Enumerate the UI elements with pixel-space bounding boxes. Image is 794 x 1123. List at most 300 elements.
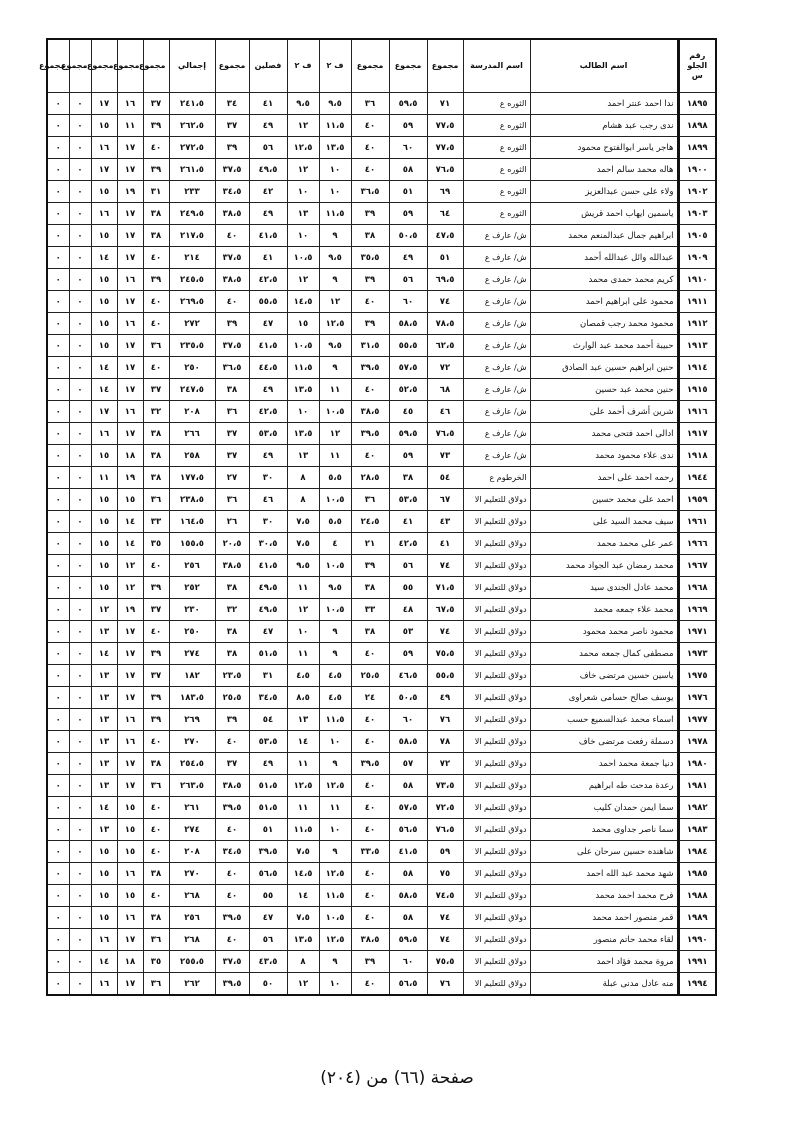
- score-cell: ٥٩،٥: [389, 93, 427, 115]
- score-cell: ٤٠: [351, 907, 389, 929]
- score-cell: ١٦: [91, 423, 117, 445]
- score-cell: ٣٩،٥: [249, 841, 287, 863]
- score-cell: ١٦: [117, 401, 143, 423]
- score-cell: ١٠،٥: [319, 907, 351, 929]
- score-cell: ١٠،٥: [287, 335, 319, 357]
- score-cell: ١٢،٥: [319, 929, 351, 951]
- score-cell: ٤٠: [143, 247, 169, 269]
- score-cell: ٣٩: [143, 643, 169, 665]
- score-cell: ٤٠: [351, 379, 389, 401]
- score-cell: ٠: [47, 775, 69, 797]
- score-cell: ٥٣: [389, 621, 427, 643]
- score-cell: ٣٩: [143, 687, 169, 709]
- school-name-cell: دولاق للتعليم الا: [463, 951, 530, 973]
- score-cell: ٤٠: [143, 555, 169, 577]
- student-name-cell: كريم محمد حمدى محمد: [530, 269, 678, 291]
- score-cell: ٠: [47, 885, 69, 907]
- score-cell: ٥،٥: [319, 511, 351, 533]
- score-cell: ٤١: [427, 533, 463, 555]
- score-cell: ١١،٥: [319, 203, 351, 225]
- score-cell: ٠: [69, 731, 91, 753]
- score-cell: ٠: [47, 511, 69, 533]
- score-cell: ١٠،٥: [319, 489, 351, 511]
- column-header: اسم المدرسة: [463, 39, 530, 93]
- seat-number-cell: ١٨٩٨: [678, 115, 716, 137]
- school-name-cell: الثوره ع: [463, 115, 530, 137]
- score-cell: ١٧: [117, 203, 143, 225]
- score-cell: ٣٩: [351, 951, 389, 973]
- score-cell: ٧٧،٥: [427, 137, 463, 159]
- score-cell: ٠: [69, 621, 91, 643]
- score-cell: ٣٦: [351, 489, 389, 511]
- score-cell: ٠: [69, 93, 91, 115]
- score-cell: ٠: [69, 357, 91, 379]
- score-cell: ٤٠: [351, 709, 389, 731]
- table-row: [47, 489, 716, 511]
- score-cell: ٤٠: [215, 291, 249, 313]
- score-cell: ٤٠: [143, 797, 169, 819]
- score-cell: ٢٦٣،٥: [169, 775, 215, 797]
- score-cell: ١٥: [91, 577, 117, 599]
- school-name-cell: دولاق للتعليم الا: [463, 841, 530, 863]
- score-cell: ٥٢،٥: [389, 379, 427, 401]
- score-cell: ٤٧،٥: [427, 225, 463, 247]
- table-row: [47, 181, 716, 203]
- table-row: [47, 577, 716, 599]
- score-cell: ٠: [47, 379, 69, 401]
- score-cell: ١٢: [287, 159, 319, 181]
- score-cell: ٩: [319, 753, 351, 775]
- score-cell: ١٦: [117, 709, 143, 731]
- score-cell: ١٣: [91, 709, 117, 731]
- score-cell: ١٨: [117, 951, 143, 973]
- score-cell: ٤٠: [143, 819, 169, 841]
- score-cell: ٠: [47, 929, 69, 951]
- score-cell: ٣٨: [351, 621, 389, 643]
- score-cell: ٥٩،٥: [389, 929, 427, 951]
- score-cell: ٣٧: [215, 423, 249, 445]
- score-cell: ٤٠: [143, 621, 169, 643]
- score-cell: ٥٧،٥: [389, 357, 427, 379]
- score-cell: ٨: [287, 489, 319, 511]
- score-cell: ٢٦٨: [169, 929, 215, 951]
- student-name-cell: اسماء محمد عبدالسميع حسب: [530, 709, 678, 731]
- score-cell: ٧٦،٥: [427, 423, 463, 445]
- score-cell: ٧٢: [427, 357, 463, 379]
- column-header: اسم الطالب: [530, 39, 678, 93]
- score-cell: ١١: [287, 577, 319, 599]
- score-cell: ٧،٥: [287, 907, 319, 929]
- score-cell: ٣٨: [143, 225, 169, 247]
- score-cell: ٤٩: [249, 115, 287, 137]
- score-cell: ١١: [319, 379, 351, 401]
- seat-number-cell: ١٩١٠: [678, 269, 716, 291]
- score-cell: ٤،٥: [319, 665, 351, 687]
- score-cell: ٥٠: [249, 973, 287, 996]
- score-cell: ٠: [69, 181, 91, 203]
- score-cell: ١٥: [91, 291, 117, 313]
- table-row: [47, 379, 716, 401]
- score-cell: ١١: [287, 643, 319, 665]
- score-cell: ٥٨: [389, 863, 427, 885]
- score-cell: ٥٩: [389, 115, 427, 137]
- score-cell: ٢٦١،٥: [169, 159, 215, 181]
- score-cell: ٢٤٧،٥: [169, 379, 215, 401]
- score-cell: ٠: [47, 159, 69, 181]
- table-row: [47, 731, 716, 753]
- school-name-cell: ش/ عارف ع: [463, 423, 530, 445]
- score-cell: ٤٩،٥: [249, 159, 287, 181]
- score-cell: ٢١٧،٥: [169, 225, 215, 247]
- score-cell: ١٥: [117, 841, 143, 863]
- score-cell: ٣٧: [143, 599, 169, 621]
- student-name-cell: ولاء على حسن عبدالعزيز: [530, 181, 678, 203]
- score-cell: ٥٥: [389, 577, 427, 599]
- school-name-cell: دولاق للتعليم الا: [463, 665, 530, 687]
- seat-number-cell: ١٩٧٣: [678, 643, 716, 665]
- seat-number-cell: ١٩٩٤: [678, 973, 716, 996]
- score-cell: ٩: [319, 621, 351, 643]
- student-name-cell: عبدالله وائل عبدالله أحمد: [530, 247, 678, 269]
- score-cell: ١٧: [117, 291, 143, 313]
- score-cell: ٤٠: [143, 313, 169, 335]
- table-row: [47, 511, 716, 533]
- score-cell: ٤٩: [249, 445, 287, 467]
- table-row: [47, 775, 716, 797]
- score-cell: ٤٠: [143, 357, 169, 379]
- score-cell: ٢٧: [215, 467, 249, 489]
- score-cell: ٣٦: [143, 489, 169, 511]
- school-name-cell: دولاق للتعليم الا: [463, 511, 530, 533]
- student-name-cell: مروة محمد فؤاد احمد: [530, 951, 678, 973]
- score-cell: ٦٩: [427, 181, 463, 203]
- score-cell: ٥٨: [389, 907, 427, 929]
- score-cell: ٣٩: [143, 269, 169, 291]
- score-cell: ٣٨: [143, 445, 169, 467]
- score-cell: ١٠،٥: [319, 401, 351, 423]
- score-cell: ١٧: [117, 423, 143, 445]
- column-header: فصلين: [249, 39, 287, 93]
- score-cell: ١١،٥: [319, 115, 351, 137]
- score-cell: ٤٩،٥: [249, 599, 287, 621]
- score-cell: ٢٥٨: [169, 445, 215, 467]
- score-cell: ٢٧٠: [169, 863, 215, 885]
- score-cell: ٢٥٠: [169, 357, 215, 379]
- student-name-cell: محمد علاء جمعه محمد: [530, 599, 678, 621]
- score-cell: ١٣: [91, 753, 117, 775]
- score-cell: ٤٧: [249, 621, 287, 643]
- score-cell: ٥٣،٥: [249, 423, 287, 445]
- score-cell: ٠: [69, 819, 91, 841]
- seat-number-cell: ١٩٠٢: [678, 181, 716, 203]
- seat-number-cell: ١٨٩٥: [678, 93, 716, 115]
- score-cell: ٢٦٢،٥: [169, 115, 215, 137]
- score-cell: ٣١: [249, 665, 287, 687]
- column-header: مجموع: [427, 39, 463, 93]
- score-cell: ٣٢: [143, 401, 169, 423]
- score-cell: ٥١،٥: [249, 643, 287, 665]
- score-cell: ٠: [69, 775, 91, 797]
- score-cell: ٥٩: [389, 643, 427, 665]
- score-cell: ١٥: [117, 489, 143, 511]
- column-header: مجموع: [47, 39, 69, 93]
- score-cell: ١٤: [117, 533, 143, 555]
- score-cell: ٥٤: [427, 467, 463, 489]
- score-cell: ٩،٥: [319, 577, 351, 599]
- school-name-cell: ش/ عارف ع: [463, 379, 530, 401]
- score-cell: ١٣،٥: [287, 423, 319, 445]
- score-cell: ٢٤: [351, 687, 389, 709]
- column-header: مجموع: [91, 39, 117, 93]
- score-cell: ٣٤،٥: [215, 181, 249, 203]
- table-row: [47, 687, 716, 709]
- score-cell: ٤١،٥: [249, 555, 287, 577]
- score-cell: ٣٨: [389, 467, 427, 489]
- score-cell: ٥٨،٥: [389, 885, 427, 907]
- school-name-cell: ش/ عارف ع: [463, 335, 530, 357]
- score-cell: ٩: [319, 643, 351, 665]
- score-cell: ٠: [47, 797, 69, 819]
- score-cell: ٤٧: [249, 313, 287, 335]
- score-cell: ١٦: [91, 929, 117, 951]
- score-cell: ٣٨: [215, 577, 249, 599]
- score-cell: ٣٨،٥: [351, 929, 389, 951]
- score-cell: ١٦: [117, 907, 143, 929]
- score-cell: ١١: [287, 797, 319, 819]
- table-row: [47, 137, 716, 159]
- score-cell: ٠: [47, 93, 69, 115]
- score-cell: ٤٣: [427, 511, 463, 533]
- score-cell: ٤٦: [249, 489, 287, 511]
- score-cell: ٠: [47, 291, 69, 313]
- seat-number-cell: ١٩٠٩: [678, 247, 716, 269]
- score-cell: ٢٥٥،٥: [169, 951, 215, 973]
- score-cell: ٤،٥: [287, 665, 319, 687]
- table-row: [47, 93, 716, 115]
- score-cell: ٢٦١: [169, 797, 215, 819]
- table-row: [47, 863, 716, 885]
- score-cell: ٣٨: [143, 203, 169, 225]
- score-cell: ٠: [47, 467, 69, 489]
- score-cell: ٩،٥: [287, 93, 319, 115]
- score-cell: ١٥: [91, 181, 117, 203]
- score-cell: ٠: [69, 863, 91, 885]
- score-cell: ٤٠: [351, 643, 389, 665]
- score-cell: ٩: [319, 357, 351, 379]
- score-cell: ١٢: [287, 973, 319, 996]
- student-name-cell: ادالى احمد فتحى محمد: [530, 423, 678, 445]
- column-header: مجموع: [143, 39, 169, 93]
- score-cell: ١٣: [287, 445, 319, 467]
- score-cell: ٤٠: [351, 115, 389, 137]
- score-cell: ٣٩: [143, 115, 169, 137]
- score-cell: ٠: [47, 401, 69, 423]
- school-name-cell: ش/ عارف ع: [463, 225, 530, 247]
- score-cell: ٣٣،٥: [351, 841, 389, 863]
- score-cell: ١٠: [319, 819, 351, 841]
- student-name-cell: هاجر ياسر ابوالفتوح محمود: [530, 137, 678, 159]
- score-cell: ٥٦،٥: [249, 863, 287, 885]
- student-name-cell: ندى رجب عبد هشام: [530, 115, 678, 137]
- score-cell: ١٢،٥: [319, 313, 351, 335]
- score-cell: ٠: [69, 555, 91, 577]
- column-header: مجموع: [69, 39, 91, 93]
- score-cell: ٦٧: [427, 489, 463, 511]
- student-name-cell: ياسين حسين مرتضى خاف: [530, 665, 678, 687]
- score-cell: ٤٢،٥: [249, 269, 287, 291]
- score-cell: ٣٩،٥: [215, 797, 249, 819]
- score-cell: ١٥: [117, 819, 143, 841]
- score-cell: ٠: [47, 621, 69, 643]
- score-cell: ٠: [47, 973, 69, 996]
- score-cell: ٢٧٢: [169, 313, 215, 335]
- school-name-cell: دولاق للتعليم الا: [463, 599, 530, 621]
- score-cell: ٤: [319, 533, 351, 555]
- score-cell: ٣٩: [143, 159, 169, 181]
- school-name-cell: ش/ عارف ع: [463, 401, 530, 423]
- school-name-cell: ش/ عارف ع: [463, 269, 530, 291]
- score-cell: ١٣: [287, 203, 319, 225]
- table-row: [47, 929, 716, 951]
- score-cell: ٥٨،٥: [389, 313, 427, 335]
- score-cell: ٥٩،٥: [389, 423, 427, 445]
- column-header: رقم الجلو س: [678, 39, 716, 93]
- score-cell: ٣٦: [351, 93, 389, 115]
- table-row: [47, 445, 716, 467]
- score-cell: ٠: [47, 269, 69, 291]
- score-cell: ٦٠: [389, 291, 427, 313]
- score-cell: ١٧: [91, 159, 117, 181]
- score-cell: ٣٧: [143, 93, 169, 115]
- student-name-cell: هاله محمد سالم احمد: [530, 159, 678, 181]
- score-cell: ١١: [319, 797, 351, 819]
- school-name-cell: ش/ عارف ع: [463, 291, 530, 313]
- score-cell: ٤٠: [351, 159, 389, 181]
- score-cell: ٠: [69, 643, 91, 665]
- score-cell: ٦٩،٥: [427, 269, 463, 291]
- seat-number-cell: ١٩٦٩: [678, 599, 716, 621]
- school-name-cell: الثوره ع: [463, 203, 530, 225]
- seat-number-cell: ١٩١٥: [678, 379, 716, 401]
- score-cell: ١٧: [117, 137, 143, 159]
- seat-number-cell: ١٩٠٥: [678, 225, 716, 247]
- score-cell: ٠: [69, 203, 91, 225]
- score-cell: ١٠،٥: [319, 555, 351, 577]
- score-cell: ٧٥،٥: [427, 951, 463, 973]
- score-cell: ٢٦٦: [169, 423, 215, 445]
- score-cell: ٠: [69, 665, 91, 687]
- score-cell: ١٥: [117, 885, 143, 907]
- student-name-cell: ندى علاء محمود محمد: [530, 445, 678, 467]
- score-cell: ٤١،٥: [389, 841, 427, 863]
- score-cell: ٠: [47, 709, 69, 731]
- school-name-cell: الثوره ع: [463, 181, 530, 203]
- score-cell: ١٤: [287, 885, 319, 907]
- school-name-cell: ش/ عارف ع: [463, 247, 530, 269]
- student-name-cell: سما ايمن حمدان كليب: [530, 797, 678, 819]
- score-cell: ٥٥،٥: [427, 665, 463, 687]
- score-cell: ١٨٢: [169, 665, 215, 687]
- score-cell: ١٥: [91, 863, 117, 885]
- score-cell: ٠: [47, 313, 69, 335]
- score-cell: ١٧: [117, 665, 143, 687]
- score-cell: ١٥: [91, 489, 117, 511]
- score-cell: ١٣: [91, 731, 117, 753]
- score-cell: ٧٤: [427, 291, 463, 313]
- score-cell: ٢٣٣: [169, 181, 215, 203]
- score-cell: ٤٠: [143, 137, 169, 159]
- table-row: [47, 819, 716, 841]
- score-cell: ١٣: [91, 819, 117, 841]
- score-cell: ٥٨،٥: [389, 731, 427, 753]
- score-cell: ٣٨: [143, 863, 169, 885]
- seat-number-cell: ١٩١٣: [678, 335, 716, 357]
- score-cell: ٥٨: [389, 775, 427, 797]
- score-cell: ٠: [69, 379, 91, 401]
- table-row: [47, 885, 716, 907]
- score-cell: ٣٨: [215, 379, 249, 401]
- column-header: ف ٢: [287, 39, 319, 93]
- seat-number-cell: ١٩٧١: [678, 621, 716, 643]
- score-cell: ٤٠: [351, 291, 389, 313]
- score-cell: ١٣: [91, 621, 117, 643]
- score-cell: ٤٠: [351, 137, 389, 159]
- score-cell: ٠: [47, 533, 69, 555]
- score-cell: ٢٥٢: [169, 577, 215, 599]
- school-name-cell: دولاق للتعليم الا: [463, 973, 530, 996]
- score-cell: ١٤: [91, 951, 117, 973]
- seat-number-cell: ١٩٥٩: [678, 489, 716, 511]
- score-cell: ١٧: [117, 247, 143, 269]
- score-cell: ٤٠: [215, 885, 249, 907]
- school-name-cell: دولاق للتعليم الا: [463, 753, 530, 775]
- score-cell: ٣٣: [351, 599, 389, 621]
- score-cell: ٣٨،٥: [215, 269, 249, 291]
- score-cell: ٥٠،٥: [389, 687, 427, 709]
- score-cell: ٩: [319, 225, 351, 247]
- school-name-cell: دولاق للتعليم الا: [463, 709, 530, 731]
- score-cell: ٢٣٠: [169, 599, 215, 621]
- score-cell: ٢٠٨: [169, 401, 215, 423]
- seat-number-cell: ١٩٦٦: [678, 533, 716, 555]
- score-cell: ٣٨،٥: [351, 401, 389, 423]
- score-cell: ١٧: [117, 159, 143, 181]
- score-cell: ٣٨،٥: [215, 775, 249, 797]
- score-cell: ٣٩: [215, 709, 249, 731]
- score-cell: ٠: [47, 203, 69, 225]
- score-cell: ٥٦،٥: [389, 819, 427, 841]
- score-cell: ٢٨،٥: [351, 467, 389, 489]
- score-cell: ١٤: [287, 731, 319, 753]
- seat-number-cell: ١٩٩٠: [678, 929, 716, 951]
- score-cell: ٤٠: [143, 291, 169, 313]
- score-cell: ٧٨: [427, 731, 463, 753]
- score-cell: ١٣: [91, 687, 117, 709]
- score-cell: ٥٩: [389, 203, 427, 225]
- score-cell: ٠: [69, 951, 91, 973]
- score-cell: ١٧: [117, 643, 143, 665]
- seat-number-cell: ١٩٠٠: [678, 159, 716, 181]
- score-cell: ٣٧: [215, 753, 249, 775]
- score-cell: ١٢،٥: [287, 775, 319, 797]
- score-cell: ٧٦: [427, 973, 463, 996]
- score-cell: ٧١،٥: [427, 577, 463, 599]
- score-cell: ٠: [69, 335, 91, 357]
- score-cell: ١٥٥،٥: [169, 533, 215, 555]
- score-cell: ١٠: [287, 621, 319, 643]
- column-header: مجموع: [117, 39, 143, 93]
- score-cell: ٣٣: [143, 511, 169, 533]
